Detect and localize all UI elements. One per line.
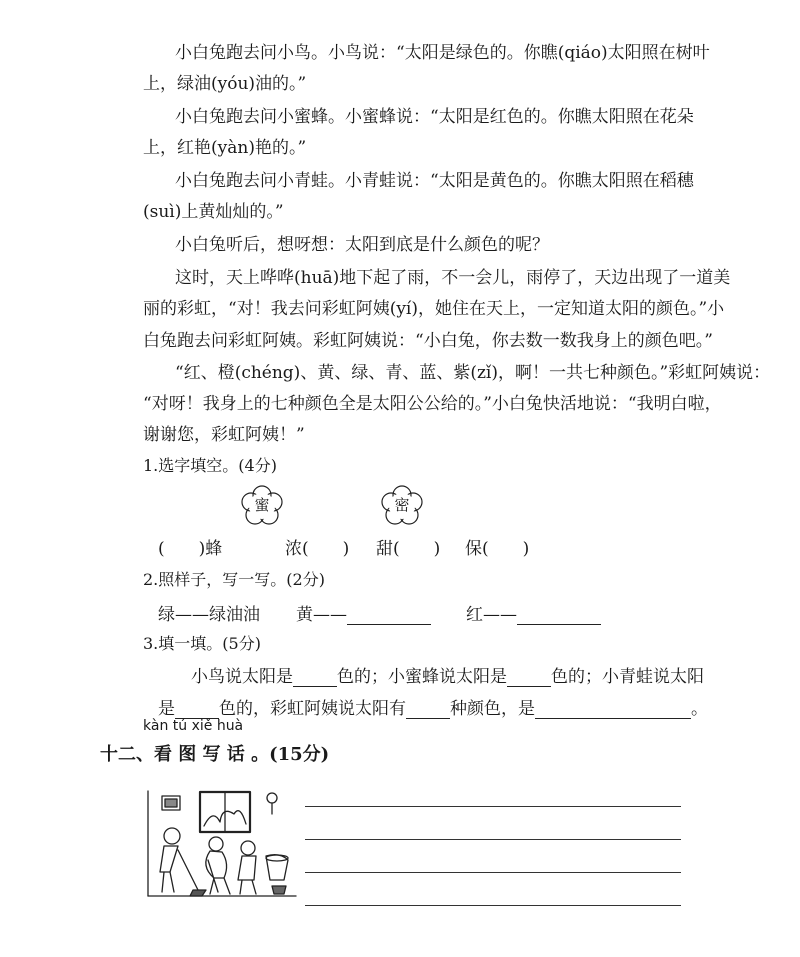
char-option-b: 密 — [394, 496, 410, 514]
q3-title: 3.填一填。(5分) — [143, 634, 261, 653]
q3-sentence-line-1 — [191, 662, 704, 687]
passage-line-9: 丽的彩虹，“对！我去问彩虹阿姨(yí)，她住在天上，一定知道太阳的颜色。”小 — [143, 299, 725, 319]
q3-blank-bee-color[interactable] — [507, 668, 551, 687]
q2-item-a-label: 黄—— — [296, 605, 347, 625]
q2-example: 绿——绿油油 — [158, 605, 260, 625]
q2-item-b-label: 红—— — [466, 605, 517, 625]
q1-item-4[interactable]: 保( ) — [465, 539, 530, 559]
section-12-title: 十二、看 图 写 话 。(15分) — [100, 744, 330, 765]
flower-card-mi-secret — [380, 485, 424, 525]
q3-sentence-line-2 — [158, 694, 708, 719]
passage-line-7: 小白兔听后，想呀想：太阳到底是什么颜色的呢？ — [175, 235, 549, 255]
writing-line-4[interactable] — [305, 905, 681, 906]
q3-blank-frog-color[interactable] — [175, 700, 219, 719]
q3-text-4: 是 — [158, 699, 175, 719]
passage-line-13: 谢谢您，彩虹阿姨！” — [143, 425, 305, 445]
passage-line-3: 小白兔跑去问小蜜蜂。小蜜蜂说：“太阳是红色的。你瞧太阳照在花朵 — [175, 107, 694, 127]
writing-line-3[interactable] — [305, 872, 681, 873]
passage-line-5: 小白兔跑去问小青蛙。小青蛙说：“太阳是黄色的。你瞧太阳照在稻穗 — [175, 171, 694, 191]
q3-blank-bird-color[interactable] — [293, 668, 337, 687]
q3-text-2: 色的；小蜜蜂说太阳是 — [337, 667, 507, 687]
writing-line-2[interactable] — [305, 839, 681, 840]
passage-line-4: 上，红艳(yàn)艳的。” — [143, 138, 307, 158]
q1-item-3[interactable]: 甜( ) — [376, 539, 441, 559]
passage-line-6: (suì)上黄灿灿的。” — [143, 202, 284, 222]
passage-line-11: “红、橙(chéng)、黄、绿、青、蓝、紫(zǐ)，啊！一共七种颜色。”彩虹阿姨说： — [175, 363, 771, 383]
q2-item-b[interactable] — [466, 600, 601, 625]
q1-title: 1.选字填空。(4分) — [143, 456, 277, 475]
writing-line-1[interactable] — [305, 806, 681, 807]
q1-item-1[interactable]: ( )蜂 — [158, 539, 223, 559]
q2-answer-blank-a[interactable] — [347, 606, 431, 625]
passage-line-8: 这时，天上哗哗(huā)地下起了雨，不一会儿，雨停了，天边出现了一道美 — [175, 268, 731, 288]
char-option-a: 蜜 — [254, 496, 270, 514]
q3-blank-color-count[interactable] — [406, 700, 450, 719]
q2-item-a[interactable] — [296, 600, 431, 625]
passage-line-12: “对呀！我身上的七种颜色全是太阳公公给的。”小白兔快活地说：“我明白啦， — [143, 394, 722, 414]
flower-card-mi-honey — [240, 485, 284, 525]
passage-line-1: 小白兔跑去问小鸟。小鸟说：“太阳是绿色的。你瞧(qiáo)太阳照在树叶 — [175, 43, 710, 63]
q1-item-2[interactable]: 浓( ) — [285, 539, 350, 559]
q3-text-5: 色的，彩虹阿姨说太阳有 — [219, 699, 406, 719]
q3-blank-color-list[interactable] — [535, 700, 691, 719]
q2-title: 2.照样子，写一写。(2分) — [143, 570, 325, 589]
q2-answer-blank-b[interactable] — [517, 606, 601, 625]
q3-text-7: 。 — [691, 699, 708, 719]
q3-text-6: 种颜色，是 — [450, 699, 535, 719]
q3-text-3: 色的；小青蛙说太阳 — [551, 667, 704, 687]
q3-text-1: 小鸟说太阳是 — [191, 667, 293, 687]
passage-line-10: 白兔跑去问彩虹阿姨。彩虹阿姨说：“小白兔，你去数一数我身上的颜色吧。” — [143, 331, 713, 351]
passage-line-2: 上，绿油(yóu)油的。” — [143, 74, 307, 94]
section-12-pinyin: kàn tú xiě huà — [143, 718, 244, 734]
cleaning-classroom-illustration — [138, 786, 298, 906]
